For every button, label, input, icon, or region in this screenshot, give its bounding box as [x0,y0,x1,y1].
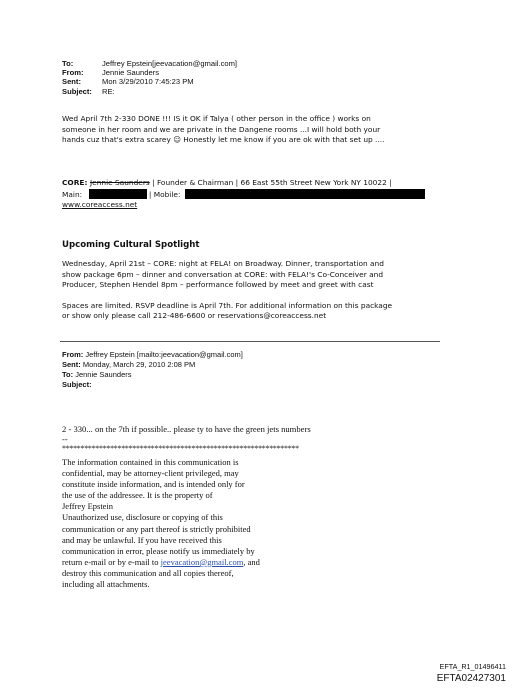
sent-label: Sent: [62,77,81,87]
sender-name: Jennie Saunders [89,178,150,187]
disclaimer-line: The information contained in this communication is [62,457,239,467]
sent-value: Mon 3/29/2010 7:45:23 PM [102,77,194,87]
efta-id-small: EFTA_R1_01496411 [439,662,506,671]
spotlight-text [62,259,482,322]
email-link[interactable]: jeevacation@gmail.com [160,556,244,567]
efta-id: EFTA02427301 [436,673,506,684]
spotlight-heading: Upcoming Cultural Spotlight [62,240,200,250]
spotlight-line: Spaces are limited. RSVP deadline is April 7th. For additional information on this package [62,300,393,310]
spotlight-line: or show only please call 212-486-6600 or reservations@coreaccess.net [62,311,327,320]
disclaimer-line: destroy this communication and all copies thereof, [62,567,234,578]
disclaimer-line: including all attachments. [62,579,150,590]
sender-title: | Founder & Chairman | 66 East 55th Street New York NY 10022 | [149,178,392,187]
message-text: 2 - 330... on the 7th if possible.. please ty to have the green jets numbers [62,424,311,434]
forwarded-header [62,350,243,390]
disclaimer-line: confidential, may be attorney-client privileged, may [62,468,239,479]
return-prefix: return e-mail or by e-mail to [62,556,161,567]
fwd-to-label: To: [62,370,74,379]
reply-body [62,114,452,146]
signature [62,178,482,211]
fwd-from-label: From: [62,350,84,359]
return-suffix: , and [243,556,260,567]
to-label: To: [62,59,74,68]
from-value: Jennie Saunders [102,68,159,78]
disclaimer-line: constitute inside information, and is intended only for [62,479,245,490]
disclaimer-line: Unauthorized use, disclosure or copying of this [62,512,223,523]
body-line-2: someone in her room and we are private in the Dangene rooms ...I will hold both your [62,124,381,134]
website-link[interactable]: www.coreaccess.net [62,200,138,209]
disclaimer [62,457,322,590]
main-label: Main: [62,189,83,199]
core-prefix: CORE: [62,178,90,187]
from-label: From: [62,68,84,78]
divider [60,341,440,342]
fwd-subject-label: Subject: [62,380,92,389]
to-value: Jeffrey Epstein[jeevacation@gmail.com] [102,59,238,68]
disclaimer-line: Jeffrey Epstein [62,501,114,512]
disclaimer-line: the use of the addressee. It is the property of [62,490,213,501]
spotlight-line: show package 6pm – dinner and conversation at CORE: with FELA!'s Co-Conceiver and [62,269,384,279]
spotlight-line: Producer, Stephen Hendel 8pm – performance followed by meet and greet with cast [62,280,374,289]
separator-stars: **************************************************************** [62,444,299,453]
redaction-block [89,189,147,199]
fwd-sent-label: Sent: [62,360,81,369]
disclaimer-line [62,557,322,568]
signature-dashes: -- [62,434,68,444]
subject-value: RE: [102,86,115,96]
disclaimer-line: and may be unlawful. If you have received this [62,534,222,545]
email-header [62,59,237,96]
fwd-to-value: Jennie Saunders [73,370,132,379]
body-line-3: hands cuz that's extra scarey ☺ Honestly let me know if you are ok with that set up .... [62,135,385,144]
redaction-block [185,189,425,199]
spotlight-line: Wednesday, April 21st – CORE: night at FELA! on Broadway. Dinner, transportation and [62,259,384,268]
disclaimer-line: communication in error, please notify us immediately by [62,545,255,556]
disclaimer-line: communication or any part thereof is strictly prohibited [62,523,251,534]
fwd-sent-value: Monday, March 29, 2010 2:08 PM [80,360,196,369]
subject-label: Subject: [62,86,92,96]
mobile-label: | Mobile: [148,189,181,199]
body-line-1: Wed April 7th 2-330 DONE !!! IS it OK if Talya ( other person in the office ) works on [62,114,371,123]
fwd-from-value: Jeffrey Epstein [mailto:jeevacation@gmail.com] [83,350,243,359]
